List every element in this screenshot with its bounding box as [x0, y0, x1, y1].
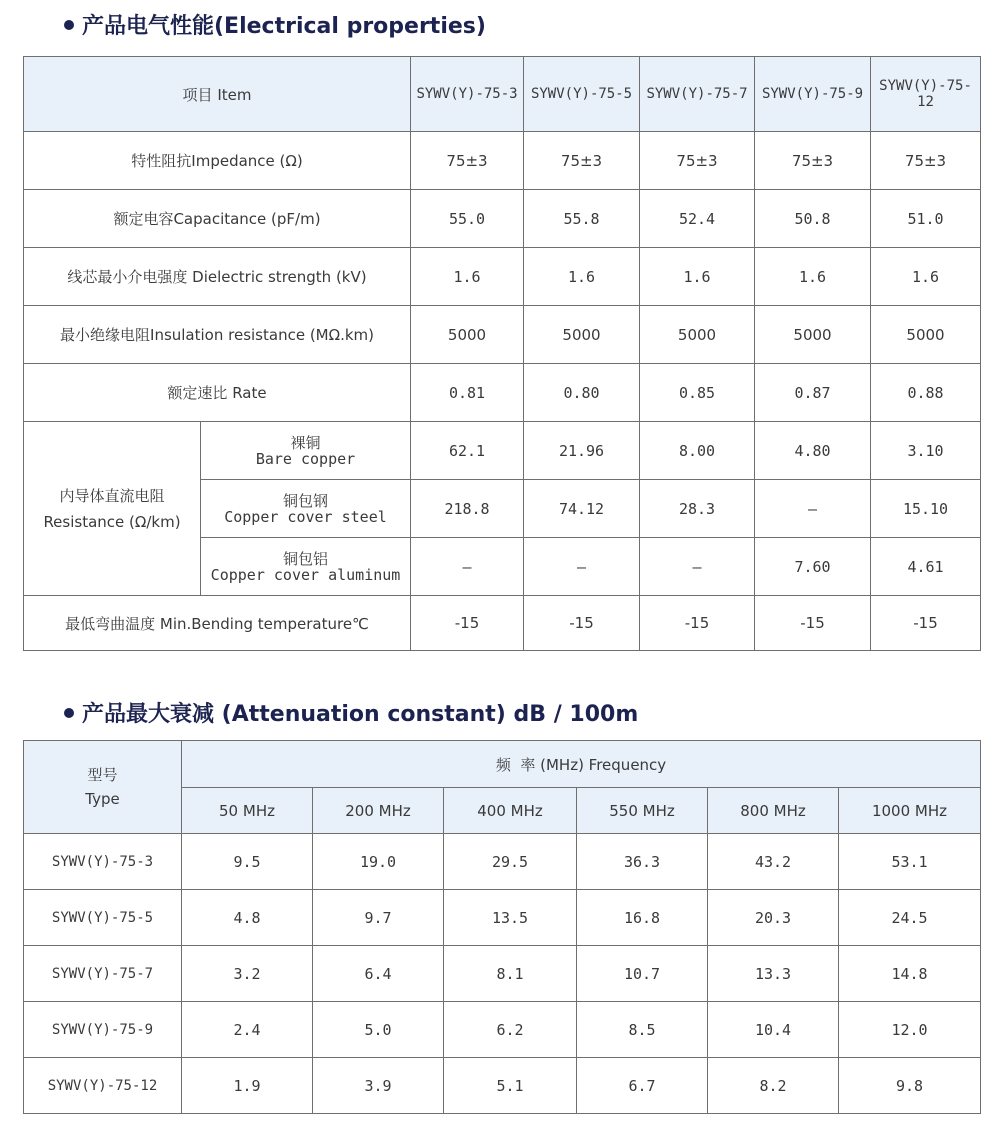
row-label: 线芯最小介电强度 Dielectric strength (kV) [24, 248, 411, 306]
cell-value: -15 [524, 596, 640, 651]
frequency-cell: 800 MHz [708, 788, 839, 834]
cell-value: 4.80 [755, 422, 871, 480]
model-header: SYWV(Y)-75-3 [411, 57, 524, 132]
cell-value: 15.10 [871, 480, 981, 538]
cell-value: 10.7 [577, 946, 708, 1002]
cell-value: 1.6 [524, 248, 640, 306]
cell-value: 28.3 [640, 480, 755, 538]
cell-value: -15 [871, 596, 981, 651]
table-row [24, 190, 981, 248]
cell-value: 2.4 [182, 1002, 313, 1058]
table-row [24, 1002, 981, 1058]
row-label: 额定电容Capacitance (pF/m) [24, 190, 411, 248]
cell-value: 0.88 [871, 364, 981, 422]
section-title-text: 产品最大衰减 (Attenuation constant) dB / 100m [82, 702, 639, 727]
cell-value: 43.2 [708, 834, 839, 890]
resistance-label [24, 422, 201, 596]
cell-value: 16.8 [577, 890, 708, 946]
cell-value: 9.5 [182, 834, 313, 890]
cell-value: 13.5 [444, 890, 577, 946]
type-header-cn: 型号 [87, 766, 118, 784]
cell-value: – [755, 480, 871, 538]
model-header: SYWV(Y)-75-9 [755, 57, 871, 132]
frequency-cell: 400 MHz [444, 788, 577, 834]
cell-value: 7.60 [755, 538, 871, 596]
table-row [24, 890, 981, 946]
model-cell: SYWV(Y)-75-7 [24, 946, 182, 1002]
cell-value: 62.1 [411, 422, 524, 480]
table-row [24, 364, 981, 422]
attenuation-table [23, 740, 981, 1114]
cell-value: 75±3 [411, 132, 524, 190]
cell-value: 3.10 [871, 422, 981, 480]
model-cell: SYWV(Y)-75-12 [24, 1058, 182, 1114]
resistance-label-cn: 内导体直流电阻 [59, 486, 165, 505]
frequency-cell: 1000 MHz [839, 788, 981, 834]
model-cell: SYWV(Y)-75-3 [24, 834, 182, 890]
table-header-row [24, 741, 981, 788]
table-header-row [24, 57, 981, 132]
cell-value: 13.3 [708, 946, 839, 1002]
sub-label [201, 480, 411, 538]
section-title-electrical [64, 9, 486, 40]
table-row [24, 248, 981, 306]
bullet-icon [64, 20, 74, 30]
cell-value: 19.0 [313, 834, 444, 890]
cell-value: 55.8 [524, 190, 640, 248]
cell-value: 8.5 [577, 1002, 708, 1058]
electrical-properties-table [23, 56, 981, 651]
section-title-text: 产品电气性能(Electrical properties) [82, 14, 486, 39]
cell-value: 24.5 [839, 890, 981, 946]
sub-label-cn: 裸铜 [290, 433, 321, 452]
cell-value: -15 [640, 596, 755, 651]
sub-label-en: Copper cover steel [224, 507, 387, 526]
cell-value: 36.3 [577, 834, 708, 890]
cell-value: – [524, 538, 640, 596]
frequency-cell: 200 MHz [313, 788, 444, 834]
cell-value: -15 [411, 596, 524, 651]
cell-value: 4.61 [871, 538, 981, 596]
cell-value: 1.6 [871, 248, 981, 306]
cell-value: – [411, 538, 524, 596]
cell-value: – [640, 538, 755, 596]
row-label: 额定速比 Rate [24, 364, 411, 422]
model-header: SYWV(Y)-75-5 [524, 57, 640, 132]
frequency-cell: 550 MHz [577, 788, 708, 834]
type-header [24, 741, 182, 834]
cell-value: 9.7 [313, 890, 444, 946]
section-title-attenuation [64, 697, 638, 728]
cell-value: 0.81 [411, 364, 524, 422]
cell-value: 5.0 [313, 1002, 444, 1058]
row-label: 特性阻抗Impedance (Ω) [24, 132, 411, 190]
cell-value: 74.12 [524, 480, 640, 538]
model-cell: SYWV(Y)-75-5 [24, 890, 182, 946]
table-row [24, 306, 981, 364]
cell-value: 75±3 [524, 132, 640, 190]
model-cell: SYWV(Y)-75-9 [24, 1002, 182, 1058]
cell-value: 3.2 [182, 946, 313, 1002]
row-label: 最低弯曲温度 Min.Bending temperature℃ [24, 596, 411, 651]
table-row [24, 596, 981, 651]
item-header: 项目 Item [24, 57, 411, 132]
cell-value: 218.8 [411, 480, 524, 538]
cell-value: 12.0 [839, 1002, 981, 1058]
cell-value: 21.96 [524, 422, 640, 480]
cell-value: 75±3 [640, 132, 755, 190]
cell-value: 4.8 [182, 890, 313, 946]
cell-value: 0.80 [524, 364, 640, 422]
cell-value: 51.0 [871, 190, 981, 248]
table-row [24, 132, 981, 190]
type-header-en: Type [85, 790, 120, 808]
cell-value: 5000 [640, 306, 755, 364]
cell-value: 5000 [411, 306, 524, 364]
cell-value: 8.1 [444, 946, 577, 1002]
cell-value: 50.8 [755, 190, 871, 248]
row-label: 最小绝缘电阻Insulation resistance (MΩ.km) [24, 306, 411, 364]
cell-value: 75±3 [755, 132, 871, 190]
cell-value: 0.85 [640, 364, 755, 422]
table-row [24, 422, 981, 480]
model-header: SYWV(Y)-75-7 [640, 57, 755, 132]
resistance-label-en: Resistance (Ω/km) [43, 512, 181, 531]
cell-value: 20.3 [708, 890, 839, 946]
frequency-header: 频 率 (MHz) Frequency [182, 741, 981, 788]
cell-value: 3.9 [313, 1058, 444, 1114]
cell-value: 5000 [524, 306, 640, 364]
cell-value: 1.6 [411, 248, 524, 306]
frequency-cell: 50 MHz [182, 788, 313, 834]
cell-value: 52.4 [640, 190, 755, 248]
sub-label-en: Copper cover aluminum [210, 565, 401, 584]
cell-value: 1.6 [755, 248, 871, 306]
sub-label [201, 538, 411, 596]
cell-value: 5000 [755, 306, 871, 364]
sub-label-en: Bare copper [255, 449, 356, 468]
table-row [24, 1058, 981, 1114]
cell-value: 75±3 [871, 132, 981, 190]
cell-value: 55.0 [411, 190, 524, 248]
cell-value: 9.8 [839, 1058, 981, 1114]
table-row [24, 946, 981, 1002]
cell-value: 1.9 [182, 1058, 313, 1114]
cell-value: 53.1 [839, 834, 981, 890]
cell-value: 29.5 [444, 834, 577, 890]
model-header: SYWV(Y)-75-12 [871, 57, 981, 132]
cell-value: 5.1 [444, 1058, 577, 1114]
cell-value: 14.8 [839, 946, 981, 1002]
table-row [24, 834, 981, 890]
cell-value: 5000 [871, 306, 981, 364]
sub-label-cn: 铜包钢 [283, 491, 329, 510]
cell-value: 1.6 [640, 248, 755, 306]
cell-value: 0.87 [755, 364, 871, 422]
cell-value: 8.00 [640, 422, 755, 480]
sub-label [201, 422, 411, 480]
cell-value: 10.4 [708, 1002, 839, 1058]
sub-label-cn: 铜包铝 [283, 549, 329, 568]
cell-value: 6.2 [444, 1002, 577, 1058]
cell-value: -15 [755, 596, 871, 651]
bullet-icon [64, 708, 74, 718]
cell-value: 8.2 [708, 1058, 839, 1114]
cell-value: 6.4 [313, 946, 444, 1002]
cell-value: 6.7 [577, 1058, 708, 1114]
